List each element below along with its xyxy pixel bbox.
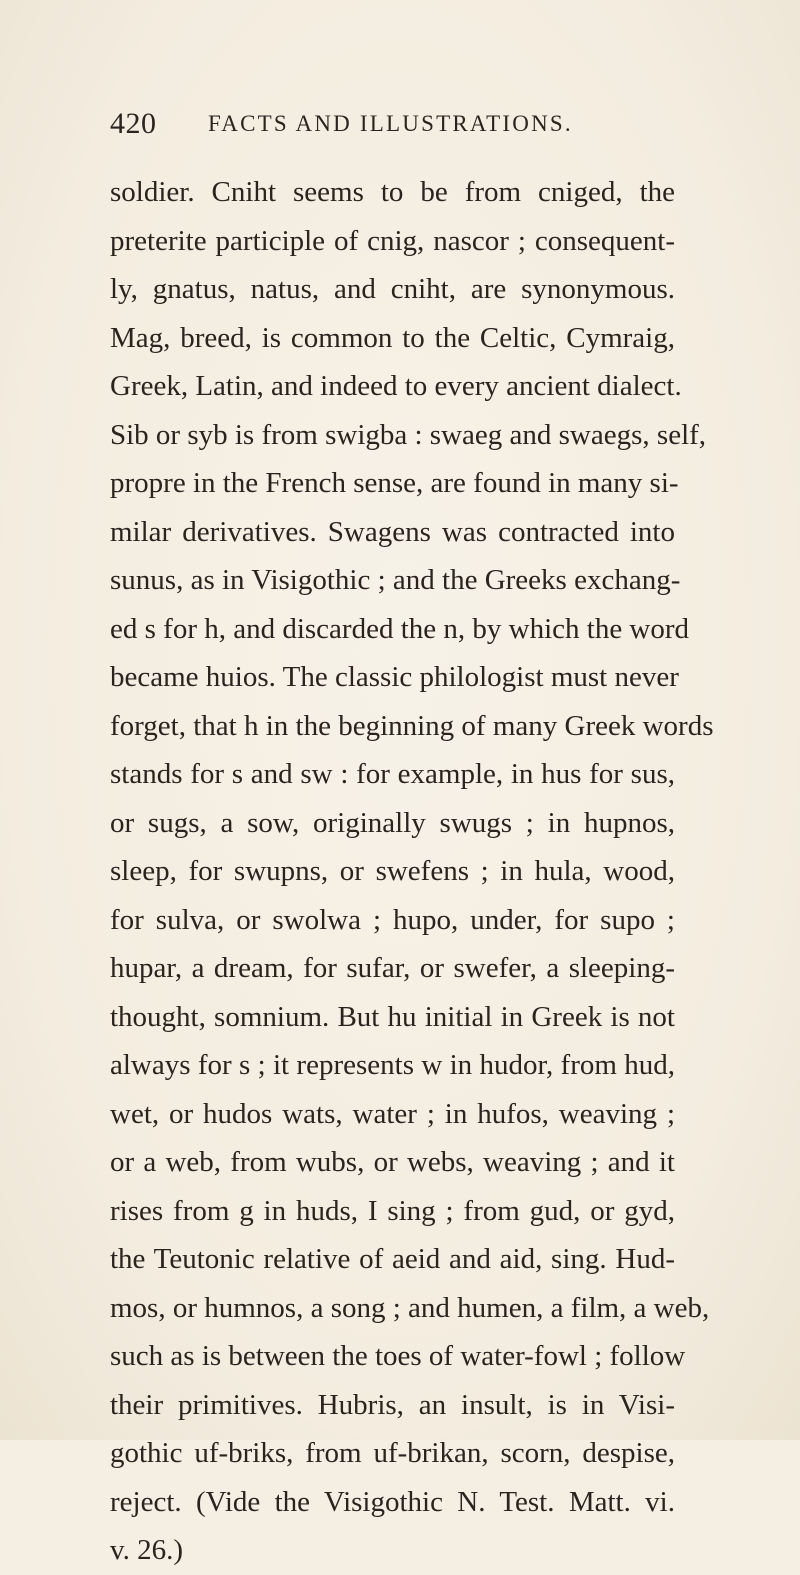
text-line: v. 26.) [110,1534,184,1566]
text-line: propre in the French sense, are found in many si- [110,467,679,499]
text-line: hupar, a dream, for sufar, or swefer, a sleeping- [110,952,675,984]
text-line: reject. (Vide the Visigothic N. Test. Matt. vi. [110,1485,675,1518]
text-line: ly, gnatus, natus, and cniht, are synonymous. [110,273,675,305]
text-line: sleep, for swupns, or swefens ; in hula, wood, [110,855,675,887]
text-line: forget, that h in the beginning of many Greek words [110,709,714,742]
text-line: Greek, Latin, and indeed to every ancient dialect. [110,370,682,402]
text-line: Sib or syb is from swigba : swaeg and swaegs, self, [110,418,707,451]
text-line: or sugs, a sow, originally swugs ; in hupnos, [110,806,675,839]
text-line: soldier. Cniht seems to be from cniged, the [110,176,675,208]
text-line: stands for s and sw : for example, in hus for sus, [110,758,675,790]
text-line: preterite participle of cnig, nascor ; consequent- [110,224,675,257]
text-line: or a web, from wubs, or webs, weaving ; and it [110,1146,675,1178]
text-line: always for s ; it represents w in hudor, from hud, [110,1049,675,1081]
text-line: the Teutonic relative of aeid and aid, sing. Hud- [110,1243,675,1275]
text-line: became huios. The classic philologist must never [110,661,679,693]
text-line: rises from g in huds, I sing ; from gud, or gyd, [110,1194,675,1227]
text-line: for sulva, or swolwa ; hupo, under, for supo ; [110,903,675,936]
text-line: mos, or humnos, a song ; and humen, a film, a web, [110,1291,710,1324]
running-title: FACTS AND ILLUSTRATIONS. [208,111,573,136]
text-line: such as is between the toes of water-fowl ; follow [110,1340,686,1372]
text-line: gothic uf-briks, from uf-brikan, scorn, despise, [110,1437,675,1469]
text-line: sunus, as in Visigothic ; and the Greeks exchang- [110,564,681,596]
text-line: wet, or hudos wats, water ; in hufos, weaving ; [110,1097,675,1130]
text-line: their primitives. Hubris, an insult, is in Visi- [110,1388,675,1421]
text-line: milar derivatives. Swagens was contracted into [110,515,675,548]
body-text [110,168,714,1575]
text-line: ed s for h, and discarded the n, by which the word [110,612,690,645]
page-header [110,107,670,147]
page-number: 420 [110,107,157,140]
text-line: Mag, breed, is common to the Celtic, Cymraig, [110,321,675,354]
text-line: thought, somnium. But hu initial in Greek is not [110,1000,675,1033]
